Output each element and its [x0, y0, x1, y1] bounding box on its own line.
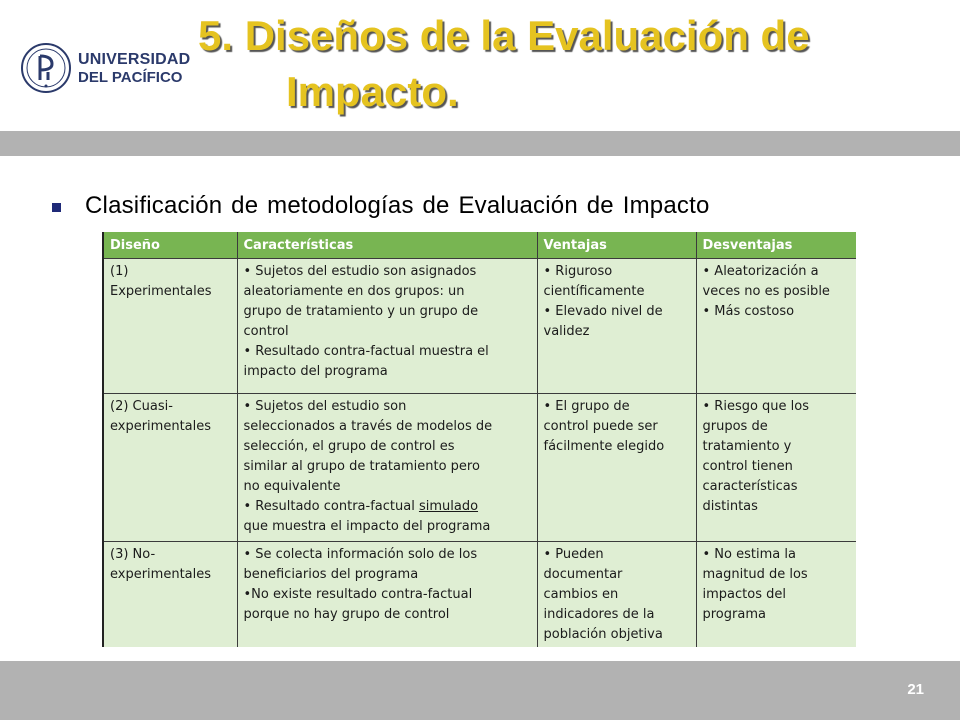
- slide-title-line-1: 5. Diseños de la Evaluación de: [198, 12, 810, 59]
- cell-line: Experimentales: [110, 284, 212, 299]
- cell-line: • Resultado contra-factual muestra el: [243, 344, 489, 359]
- cell-line: •No existe resultado contra-factual: [243, 587, 473, 602]
- page-number: 21: [907, 681, 924, 698]
- cell-line: indicadores de la: [543, 607, 655, 622]
- header-ventajas: Ventajas: [537, 232, 696, 259]
- cell-line: experimentales: [110, 419, 212, 434]
- cell-line: • Riesgo que los: [702, 399, 810, 414]
- cell-line: grupo de tratamiento y un grupo de: [243, 304, 479, 319]
- cell-line: veces no es posible: [702, 284, 830, 299]
- slide-title-line-2: Impacto.: [286, 68, 459, 115]
- cell-line: • Más costoso: [702, 304, 795, 319]
- cell-line: control puede ser: [543, 419, 658, 434]
- cell-line: (1): [110, 264, 129, 279]
- cell-line: • Pueden: [543, 547, 604, 562]
- methodology-table: [104, 232, 856, 647]
- design-cell: [104, 394, 237, 542]
- disadvantages-cell: [696, 259, 856, 394]
- cell-line: [244, 497, 533, 517]
- cell-line: control: [243, 324, 289, 339]
- cell-line: • Sujetos del estudio son: [243, 399, 407, 414]
- cell-line: impacto del programa: [243, 364, 388, 379]
- advantages-cell: [537, 259, 696, 394]
- cell-line: • Elevado nivel de: [543, 304, 663, 319]
- university-logo: [20, 42, 191, 98]
- cell-line: grupos de: [702, 419, 768, 434]
- design-cell: [104, 542, 237, 648]
- disadvantages-cell: [696, 542, 856, 648]
- slide-title: [198, 8, 958, 120]
- disadvantages-cell: [696, 394, 856, 542]
- cell-line: no equivalente: [243, 479, 341, 494]
- cell-line: que muestra el impacto del programa: [243, 519, 491, 534]
- design-cell: [104, 259, 237, 394]
- cell-line: experimentales: [110, 567, 212, 582]
- cell-line: • Riguroso: [543, 264, 613, 279]
- header-desventajas: Desventajas: [696, 232, 856, 259]
- advantages-cell: [537, 394, 696, 542]
- cell-line: (3) No-: [110, 547, 156, 562]
- bullet-point: [52, 192, 710, 220]
- logo-line-2: DEL PACÍFICO: [78, 69, 183, 86]
- cell-line: seleccionados a través de modelos de: [243, 419, 493, 434]
- header-diseno: Diseño: [104, 232, 237, 259]
- cell-line: población objetiva: [543, 627, 663, 642]
- methodology-table-container: [102, 232, 856, 647]
- underlined-word: simulado: [418, 499, 479, 514]
- cell-line: características: [702, 479, 798, 494]
- characteristics-cell: [237, 259, 537, 394]
- cell-line: beneficiarios del programa: [243, 567, 419, 582]
- cell-line: programa: [702, 607, 766, 622]
- footer-band: [0, 661, 960, 720]
- cell-line: • Se colecta información solo de los: [243, 547, 478, 562]
- cell-line: cambios en: [543, 587, 619, 602]
- cell-line: científicamente: [543, 284, 645, 299]
- cell-line: porque no hay grupo de control: [243, 607, 450, 622]
- cell-line: control tienen: [702, 459, 793, 474]
- cell-line: distintas: [702, 499, 758, 514]
- cell-line: validez: [543, 324, 590, 339]
- logo-wordmark: [78, 50, 190, 87]
- cell-line: aleatoriamente en dos grupos: un: [243, 284, 465, 299]
- square-bullet-icon: [52, 203, 61, 212]
- university-seal-icon: [20, 42, 72, 94]
- table-header-row: [104, 232, 856, 259]
- characteristics-cell: [237, 542, 537, 648]
- header-caracteristicas: Características: [237, 232, 537, 259]
- cell-line: tratamiento y: [702, 439, 792, 454]
- characteristics-cell: [237, 394, 537, 542]
- cell-line: similar al grupo de tratamiento pero: [243, 459, 480, 474]
- cell-line: (2) Cuasi-: [110, 399, 173, 414]
- logo-line-1: UNIVERSIDAD: [78, 51, 191, 68]
- cell-line: documentar: [543, 567, 623, 582]
- table-row: [104, 394, 856, 542]
- table-row: [104, 542, 856, 648]
- cell-line: • El grupo de: [543, 399, 630, 414]
- cell-line: magnitud de los: [702, 567, 808, 582]
- advantages-cell: [537, 542, 696, 648]
- cell-line: fácilmente elegido: [543, 439, 665, 454]
- cell-line: • No estima la: [702, 547, 796, 562]
- cell-line: • Aleatorización a: [702, 264, 819, 279]
- bullet-text: Clasificación de metodologías de Evaluación de Impacto: [85, 192, 710, 219]
- cell-line: impactos del: [702, 587, 786, 602]
- top-divider-band: [0, 131, 960, 156]
- cell-line-text: • Resultado contra-factual: [243, 499, 419, 514]
- cell-line: • Sujetos del estudio son asignados: [243, 264, 477, 279]
- table-row: [104, 259, 856, 394]
- cell-line: selección, el grupo de control es: [243, 439, 455, 454]
